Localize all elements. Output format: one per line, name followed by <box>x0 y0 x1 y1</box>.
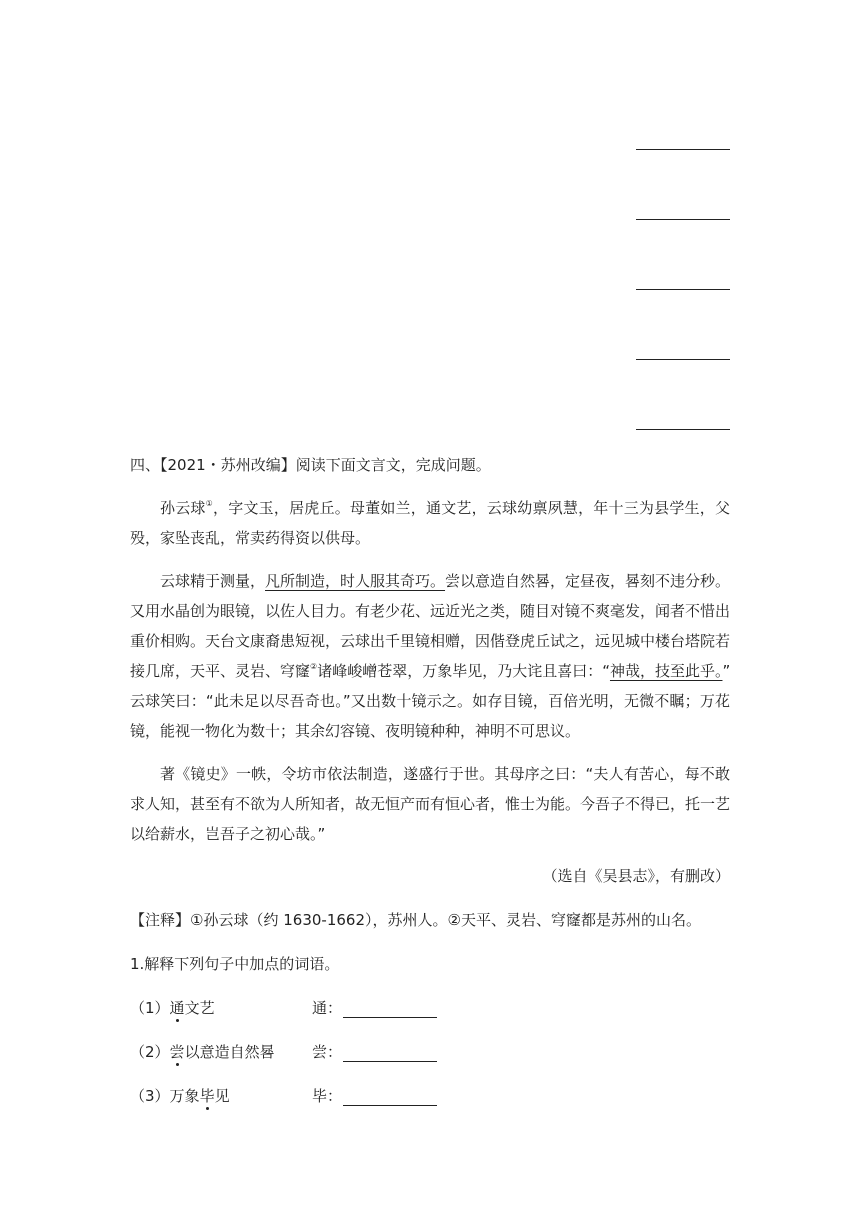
paragraph-line: 著《镜史》一帙，令坊市依法制造，遂盛行于世。其母序之曰：“夫人有苦心，每不敢 <box>160 765 730 783</box>
answer-line-4[interactable] <box>636 359 730 360</box>
paragraph-line: 镜，能视一物化为数十；其余幻容镜、夜明镜种种，神明不可思议。 <box>130 722 581 740</box>
answer-blank[interactable] <box>343 1105 437 1106</box>
item-number: （1） <box>130 999 170 1017</box>
notes-label: 【注释】 <box>130 911 191 929</box>
paragraph-line: 又用水晶创为眼镜，以佐人目力。有老少花、远近光之类，随目对镜不爽毫发，闻者不惜出 <box>130 602 731 620</box>
section-instruction: 阅读下面文言文，完成问题。 <box>295 456 491 474</box>
item-number: （3） <box>130 1087 170 1105</box>
dotted-word: 尝 <box>169 1043 185 1061</box>
paragraph-line: 以给薪水，岂吾子之初心哉。” <box>130 825 326 843</box>
underlined-sentence: 凡所制造，时人服其奇巧。 <box>265 572 446 590</box>
answer-key-label: 尝： <box>312 1043 343 1061</box>
question-1-prompt: 1.解释下列句子中加点的词语。 <box>130 955 340 973</box>
footnote-marker: ② <box>310 662 318 671</box>
underlined-sentence: 神哉，技至此乎。 <box>609 662 723 680</box>
answer-line-3[interactable] <box>636 289 730 290</box>
paragraph-line: 孙云球①，字文玉，居虎丘。母董如兰，通文艺，云球幼禀夙慧，年十三为县学生，父 <box>160 499 730 517</box>
passage-source: （选自《吴县志》，有删改） <box>542 867 730 885</box>
answer-blank[interactable] <box>343 1017 437 1018</box>
section-heading <box>130 455 491 475</box>
section-number: 四、 <box>130 456 161 474</box>
paragraph-line: 接几席，天平、灵岩、穹窿②诸峰峻嶒苍翠，万象毕见，乃大诧且喜曰：“神哉，技至此乎。” <box>130 662 731 680</box>
answer-line-5[interactable] <box>636 429 730 430</box>
item-number: （2） <box>130 1043 170 1061</box>
annotation-notes <box>130 910 701 930</box>
paragraph-line: 重价相购。天台文康裔患短视，云球出千里镜相赠，因偕登虎丘试之，远见城中楼台塔院若 <box>130 632 731 650</box>
paragraph-line: 殁，家坠丧乱，常卖药得资以供母。 <box>130 529 371 547</box>
answer-key-label: 通： <box>312 999 343 1017</box>
dotted-word: 通 <box>169 999 185 1017</box>
paragraph-line: 云球笑曰：“此未足以尽吾奇也。”又出数十镜示之。如存目镜，百倍光明，无微不瞩；万花 <box>130 692 730 710</box>
answer-line-1[interactable] <box>636 149 730 150</box>
dotted-word: 毕 <box>199 1087 215 1105</box>
notes-text: ①孙云球（约 1630-1662），苏州人。②天平、灵岩、穹窿都是苏州的山名。 <box>190 911 701 929</box>
answer-blank[interactable] <box>343 1061 437 1062</box>
answer-line-2[interactable] <box>636 219 730 220</box>
footnote-marker: ① <box>205 499 214 508</box>
paragraph-line: 求人知，甚至有不欲为人所知者，故无恒产而有恒心者，惟士为能。今吾子不得已，托一艺 <box>130 795 731 813</box>
answer-key-label: 毕： <box>312 1087 343 1105</box>
section-source-tag: 【2021・苏州改编】 <box>160 456 296 474</box>
paragraph-line: 云球精于测量，凡所制造，时人服其奇巧。尝以意造自然晷，定昼夜，晷刻不违分秒。 <box>160 572 731 590</box>
